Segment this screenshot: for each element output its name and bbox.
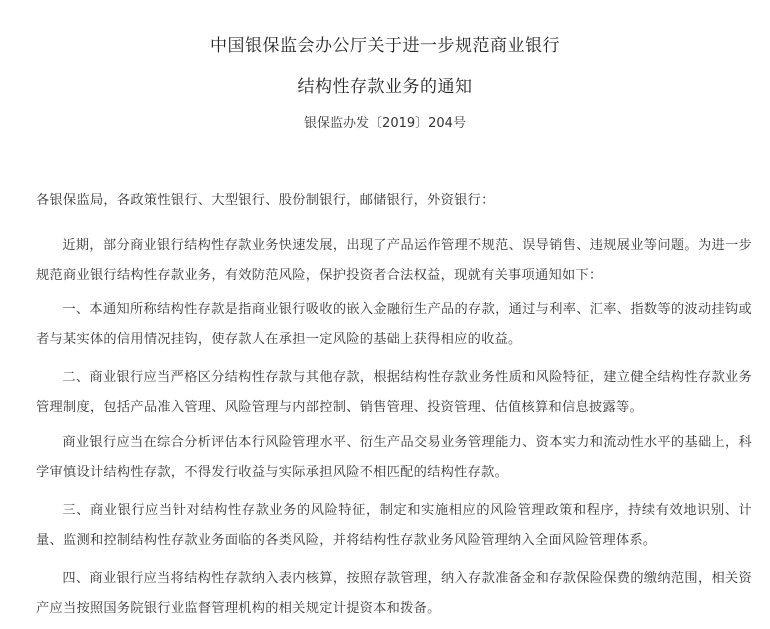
paragraph-item-2: 二、商业银行应当严格区分结构性存款与其他存款，根据结构性存款业务性质和风险特征，建立健全结构性存款业务管理制度，包括产品准入管理、风险管理与内部控制、销售管理、投资管理、估值核算和信息披露等。	[36, 370, 752, 415]
document-title-line-2: 结构性存款业务的通知	[297, 77, 473, 97]
document-number: 银保监办发〔2019〕204号	[304, 116, 466, 131]
paragraph-item-2-continued: 商业银行应当在综合分析评估本行风险管理水平、衍生产品交易业务管理能力、资本实力和流动性水平的基础上，科学审慎设计结构性存款，不得发行收益与实际承担风险不相匹配的结构性存款。	[36, 435, 752, 480]
paragraph-item-1: 一、本通知所称结构性存款是指商业银行吸收的嵌入金融衍生产品的存款，通过与利率、汇率、指数等的波动挂钩或者与某实体的信用情况挂钩，使存款人在承担一定风险的基础上获得相应的收益。	[36, 302, 752, 347]
document-title-line-1: 中国银保监会办公厅关于进一步规范商业银行	[210, 36, 560, 56]
paragraph-intro: 近期，部分商业银行结构性存款业务快速发展，出现了产品运作管理不规范、误导销售、违规展业等问题。为进一步规范商业银行结构性存款业务，有效防范风险，保护投资者合法权益，现就有关事项通知如下：	[36, 238, 752, 283]
paragraph-item-3: 三、商业银行应当针对结构性存款业务的风险特征，制定和实施相应的风险管理政策和程序，持续有效地识别、计量、监测和控制结构性存款业务面临的各类风险，并将结构性存款业务风险管理纳入全面风险管理体系。	[36, 503, 752, 548]
paragraph-item-4: 四、商业银行应当将结构性存款纳入表内核算，按照存款管理，纳入存款准备金和存款保险保费的缴纳范围，相关资产应当按照国务院银行业监督管理机构的相关规定计提资本和拨备。	[36, 571, 752, 616]
salutation: 各银保监局，各政策性银行、大型银行、股份制银行，邮储银行，外资银行：	[36, 193, 495, 208]
